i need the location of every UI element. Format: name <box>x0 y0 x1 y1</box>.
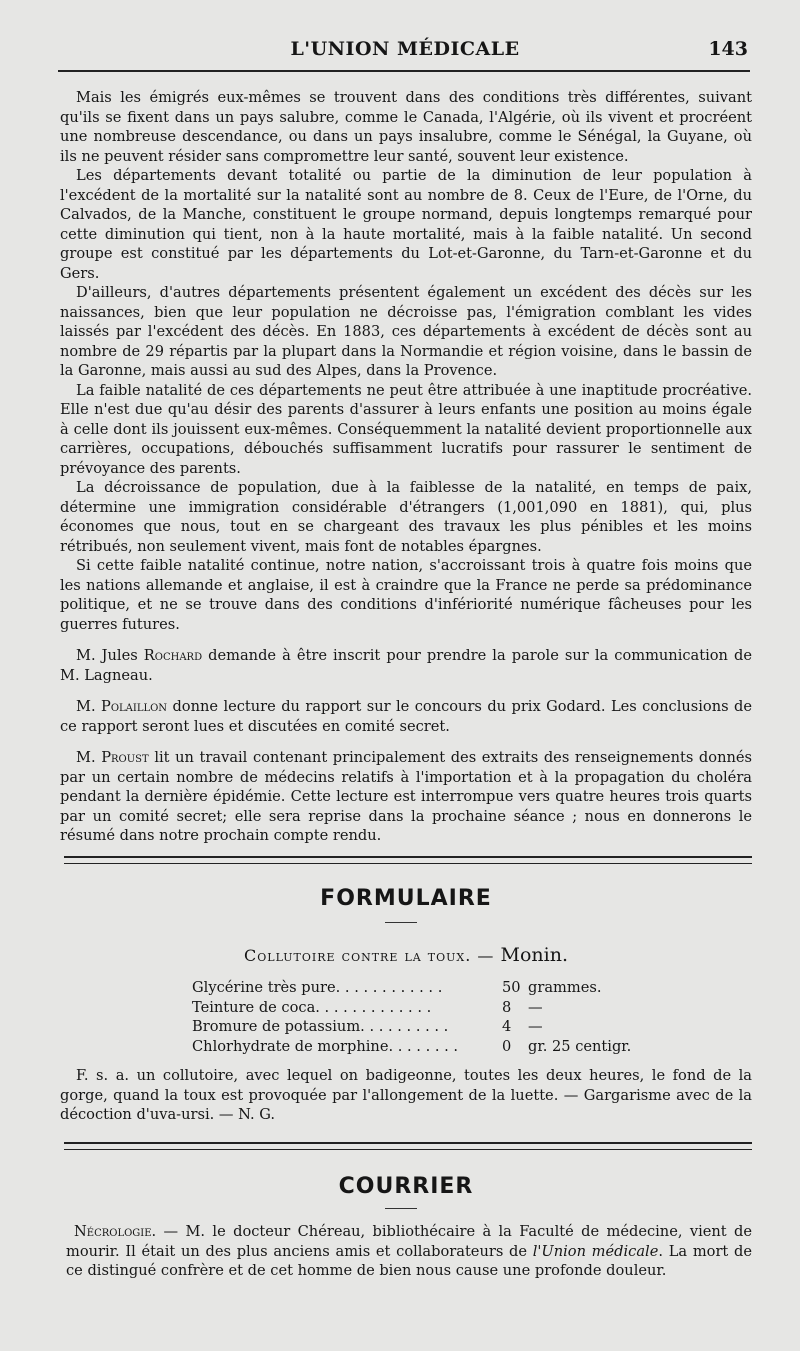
ingredient-qty: 4 <box>502 1018 512 1035</box>
ingredient-name: Chlorhydrate de morphine. . . . . . . . <box>192 1037 459 1055</box>
recipe-note-text: F. s. a. un collutoire, avec lequel on badigeonne, toutes les deux heures, le fond de la gorge, quand la toux est provoquée par l'allongement de la luette. — Gargarisme avec de la décoction d'uva-ursi. — N. G. <box>60 1067 752 1123</box>
ingredient-row <box>192 1017 672 1037</box>
speaker-prefix: M. <box>76 698 101 715</box>
heading-underline <box>385 1208 417 1209</box>
paragraph: La faible natalité de ces départements ne peut être attribuée à une inaptitude procréative. Elle n'est due qu'au désir des parents d'assurer à leurs enfants une position au moins égale à celle dont ils jouissent eux-mêmes. Conséquemment la natalité devient proportionnelle aux carrières, occupations, débouchés suffisamment lucratifs pour rassurer le sentiment de prévoyance des parents. <box>60 381 752 477</box>
speaker-text: lit un travail contenant principalement des extraits des renseignements donnés par un certain nombre de médecins relatifs à l'importation et à la propagation du choléra pendant la dernière épidémie. Cette lecture est interrompue vers quatre heures trois quarts par un comité secret; elle sera reprise dans la prochaine séance ; nous en donnerons le résumé dans notre prochain compte rendu. <box>60 749 752 844</box>
formulaire-heading: FORMULAIRE <box>320 886 492 911</box>
obituary-text: — M. le docteur Chéreau, bibliothécaire à la Faculté de médecine, vient de mourir. Il était un des plus anciens amis et collaborateurs de <box>66 1223 752 1260</box>
heading-underline <box>385 922 417 923</box>
paragraph: Les départements devant totalité ou partie de la diminution de leur population à l'excédent de la mortalité sur la natalité sont au nombre de 8. Ceux de l'Eure, de l'Orne, du Calvados, de la Manche, constituent le groupe normand, depuis longtemps remarqué pour cette diminution qui tient, non à la haute mortalité, mais à la faible natalité. Un second groupe est constitué par les départements du Lot-et-Garonne, du Tarn-et-Garonne et du Gers. <box>60 167 752 282</box>
journal-title: L'UNION MÉDICALE <box>290 38 520 60</box>
speaker-text: donne lecture du rapport sur le concours du prix Godard. Les conclusions de ce rapport seront lues et discutées en comité secret. <box>60 698 752 735</box>
ingredient-unit: — <box>528 1018 543 1035</box>
ingredient-row <box>192 978 672 998</box>
ingredient-name: Glycérine très pure. . . . . . . . . . . . <box>192 979 443 996</box>
section-divider <box>64 856 752 864</box>
ingredient-row <box>192 1037 672 1057</box>
courrier-body <box>66 1222 752 1281</box>
ingredient-unit: grammes. <box>528 979 602 996</box>
header-rule <box>58 70 750 72</box>
paragraph: Si cette faible natalité continue, notre nation, s'accroissant trois à quatre fois moins que les nations allemande et anglaise, il est à craindre que la France ne perde sa prédominance politique, et ne se trouve dans des conditions d'infériorité numérique fâcheuses pour les guerres futures. <box>60 557 752 633</box>
obituary-lead: Nécrologie. <box>74 1223 157 1240</box>
page-header <box>60 38 750 66</box>
ingredient-unit: — <box>528 998 543 1016</box>
paragraph: D'ailleurs, d'autres départements présentent également un excédent des décès sur les naissances, bien que leur population ne décroisse pas, l'émigration comblant les vides laissés par l'excédent des décès. En 1883, ces départements à excédent de décès sont au nombre de 29 répartis par la plupart dans la Normandie et région voisine, dans le bassin de la Garonne, mais aussi au sud des Alpes, dans la Provence. <box>60 284 752 379</box>
ingredient-name: Teinture de coca. . . . . . . . . . . . . <box>192 998 432 1016</box>
courrier-heading: COURRIER <box>338 1174 474 1199</box>
article-body <box>60 88 752 846</box>
speaker-paragraph <box>60 646 752 685</box>
ingredient-qty: 0 <box>502 1037 512 1055</box>
paragraph: La décroissance de population, due à la faiblesse de la natalité, en temps de paix, détermine une immigration considérable d'étrangers (1,001,090 en 1881), qui, plus économes que nous, tout en se chargeant des travaux les plus pénibles et les moins rétribués, non seulement vivent, mais font de notables épargnes. <box>60 479 752 555</box>
ingredient-row <box>192 998 672 1018</box>
recipe-title <box>60 944 752 966</box>
speaker-prefix: M. <box>76 749 102 766</box>
speaker-prefix: M. Jules <box>76 647 144 664</box>
section-divider <box>64 1142 752 1150</box>
speaker-paragraph <box>60 697 752 736</box>
journal-name: l'Union médicale <box>532 1242 659 1260</box>
recipe-note <box>60 1066 752 1125</box>
ingredient-name: Bromure de potassium. . . . . . . . . . <box>192 1018 449 1035</box>
speaker-text: demande à être inscrit pour prendre la parole sur la communication de M. Lagneau. <box>60 647 753 684</box>
ingredient-list <box>192 978 672 1056</box>
speaker-name: Proust <box>101 749 149 766</box>
ingredient-qty: 50 <box>502 979 521 996</box>
ingredient-unit: gr. 25 centigr. <box>528 1037 632 1055</box>
recipe-name: Collutoire contre la toux. — <box>244 946 501 965</box>
obituary-text-end: . La mort de ce distingué confrère et de cet homme de bien nous cause une profonde douleur. <box>66 1242 752 1279</box>
page-number: 143 <box>708 38 748 60</box>
recipe-author: Monin. <box>500 944 568 966</box>
speaker-name: Rochard <box>143 647 203 664</box>
speaker-paragraph <box>60 748 752 846</box>
obituary-paragraph <box>66 1222 752 1281</box>
paragraph: Mais les émigrés eux-mêmes se trouvent dans des conditions très différentes, suivant qu'ils se fixent dans un pays salubre, comme le Canada, l'Algérie, où ils vivent et procréent une nombreuse descendance, ou dans un pays insalubre, comme le Sénégal, la Guyane, où ils ne peuvent résider sans compromettre leur santé, souvent leur existence. <box>60 89 752 165</box>
ingredient-qty: 8 <box>502 998 512 1016</box>
speaker-name: Polaillon <box>101 698 168 715</box>
